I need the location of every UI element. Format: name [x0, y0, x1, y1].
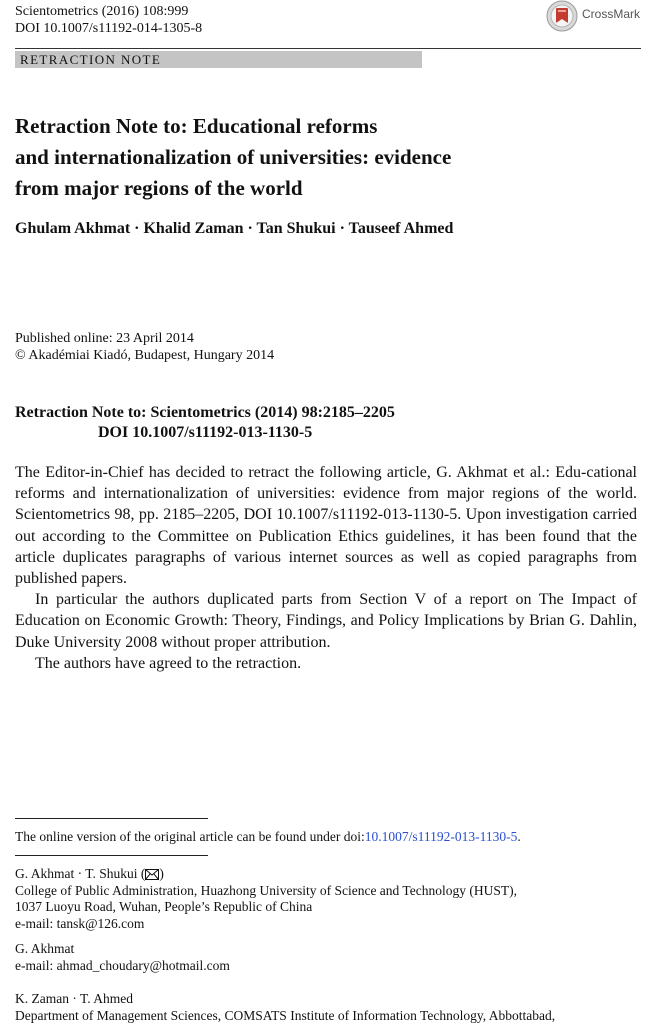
- affiliation-1-names: [15, 866, 517, 883]
- article-doi: DOI 10.1007/s11192-014-1305-8: [15, 20, 202, 37]
- original-doi-link[interactable]: 10.1007/s11192-013-1130-5: [365, 829, 518, 844]
- header-divider: [15, 48, 641, 49]
- title-line-2: and internationalization of universities: evidence: [15, 142, 635, 173]
- section-band-label: RETRACTION NOTE: [20, 52, 161, 68]
- title-line-1: Retraction Note to: Educational reforms: [15, 111, 635, 142]
- affiliation-3-institution: Department of Management Sciences, COMSATS Institute of Information Technology, Abbottabad,: [15, 1008, 555, 1024]
- body-paragraph-3: The authors have agreed to the retraction.: [15, 653, 637, 674]
- crossmark-badge[interactable]: [546, 0, 646, 34]
- footnote-divider: [15, 818, 208, 819]
- author-list: Ghulam Akhmat · Khalid Zaman · Tan Shukui · Tauseef Ahmed: [15, 219, 453, 239]
- journal-citation: Scientometrics (2016) 108:999: [15, 3, 202, 20]
- article-title: [15, 111, 635, 204]
- body-paragraph-1: The Editor-in-Chief has decided to retract the following article, G. Akhmat et al.: Edu-cational reforms and internationalization of universities: evidence from major regions of the world. Scientometrics 98, pp. 2185–2205, DOI 10.1007/s11192-013-1130-5. Upon investigation carried out according to the Committee on Publication Ethics guidelines, it has been found that the article duplicates paragraphs of various internet sources as well as copied paragraphs from published papers.: [15, 462, 637, 589]
- crossmark-icon: [546, 0, 578, 32]
- affiliation-3-names: K. Zaman · T. Ahmed: [15, 991, 555, 1008]
- crossmark-label: CrossMark: [582, 7, 640, 21]
- retraction-heading-citation: Retraction Note to: Scientometrics (2014) 98:2185–2205: [15, 404, 395, 421]
- footnote-suffix: .: [517, 829, 520, 844]
- footnote-prefix: The online version of the original article can be found under doi:: [15, 829, 365, 844]
- affiliation-block-3: [15, 991, 555, 1024]
- affiliation-1-email[interactable]: e-mail: tansk@126.com: [15, 916, 517, 933]
- journal-meta: [15, 3, 202, 37]
- published-online-date: Published online: 23 April 2014: [15, 330, 274, 347]
- original-article-footnote: [15, 828, 521, 845]
- affiliation-2-email[interactable]: e-mail: ahmad_choudary@hotmail.com: [15, 958, 230, 975]
- envelope-icon: [145, 869, 159, 880]
- affiliation-divider: [15, 855, 208, 856]
- affiliation-1-authors: G. Akhmat · T. Shukui (: [15, 866, 145, 881]
- affiliation-1-address: 1037 Luoyu Road, Wuhan, People’s Republic of China: [15, 899, 517, 916]
- publication-info: [15, 330, 274, 364]
- retraction-body: [15, 462, 637, 674]
- affiliation-2-names: G. Akhmat: [15, 941, 230, 958]
- retraction-heading-doi: DOI 10.1007/s11192-013-1130-5: [15, 423, 395, 443]
- retraction-heading: [15, 403, 395, 443]
- affiliation-1-institution: College of Public Administration, Huazhong University of Science and Technology (HUST),: [15, 883, 517, 900]
- title-line-3: from major regions of the world: [15, 173, 635, 204]
- affiliation-block-2: [15, 941, 230, 974]
- affiliation-1-names-close: ): [159, 866, 164, 881]
- body-paragraph-2: In particular the authors duplicated parts from Section V of a report on The Impact of Education on Economic Growth: Theory, Findings, and Policy Implications by Brian G. Dahlin, Duke University 2008 without proper attribution.: [15, 589, 637, 653]
- affiliation-block-1: [15, 866, 517, 932]
- copyright-line: © Akadémiai Kiadó, Budapest, Hungary 2014: [15, 347, 274, 364]
